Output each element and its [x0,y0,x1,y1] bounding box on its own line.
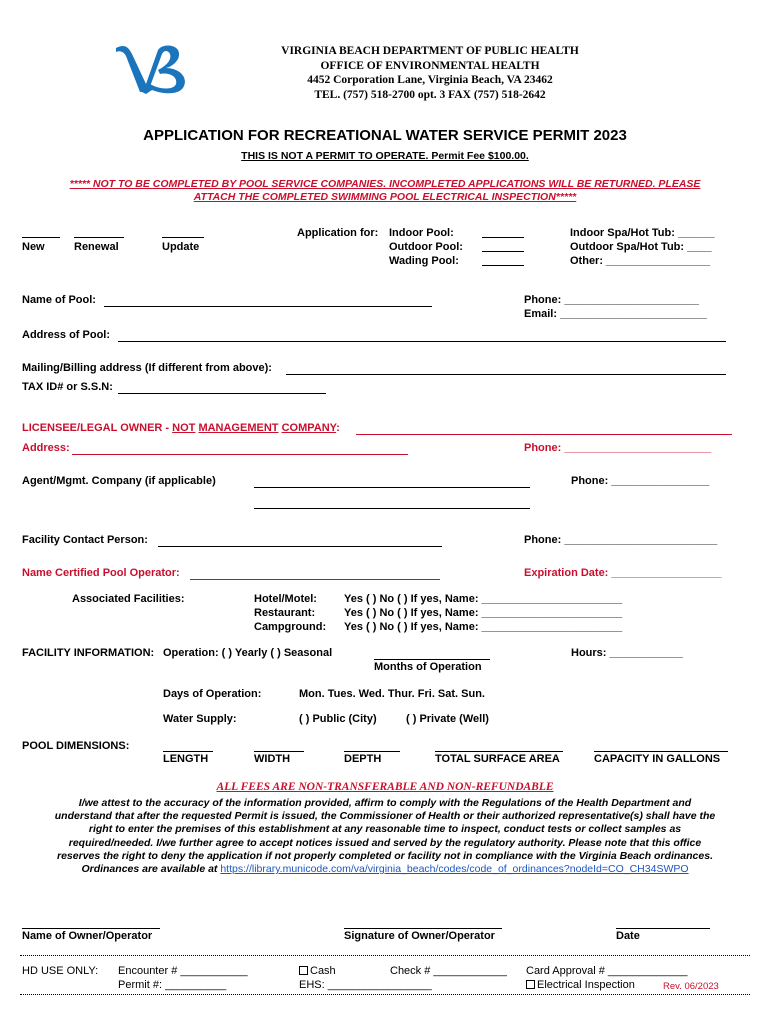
licensee-label [22,422,340,434]
renewal-blank[interactable] [74,237,124,238]
tax-label: TAX ID# or S.S.N: [22,381,113,393]
new-blank[interactable] [22,237,60,238]
water-supply-label: Water Supply: [163,713,237,725]
office-name: OFFICE OF ENVIRONMENTAL HEALTH [320,59,540,72]
pool-email-field[interactable]: Email: ________________________ [524,308,707,320]
update-blank[interactable] [162,237,204,238]
facility-info-label: FACILITY INFORMATION: [22,647,155,659]
attest-line-1: I/we attest to the accuracy of the information provided, affirm to comply with the Regulations of the Health Department and [78,797,692,809]
outdoor-pool-blank[interactable] [482,251,524,252]
wading-pool-label: Wading Pool: [389,255,459,267]
depth-label: DEPTH [344,753,382,765]
office-phone: TEL. (757) 518-2700 opt. 3 FAX (757) 518-2642 [314,88,546,101]
water-public[interactable]: ( ) Public (City) [299,713,377,725]
contact-phone-field[interactable]: Phone: _________________________ [524,534,718,546]
mailing-field[interactable] [286,374,726,375]
check-field[interactable]: Check # ____________ [390,965,507,977]
office-address: 4452 Corporation Lane, Virginia Beach, VA 23462 [307,74,553,86]
operator-label: Name Certified Pool Operator: [22,567,180,579]
dept-name: VIRGINIA BEACH DEPARTMENT OF PUBLIC HEALTH [281,45,579,57]
licensee-address-label: Address: [22,442,70,454]
ordinances-line [0,863,770,876]
contact-label: Facility Contact Person: [22,534,148,546]
agent-phone-field[interactable]: Phone: ________________ [571,475,710,487]
vb-logo [112,40,194,98]
encounter-field[interactable]: Encounter # ___________ [118,965,248,977]
form-title: APPLICATION FOR RECREATIONAL WATER SERVICE PERMIT 2023 [143,127,627,144]
cash-label: Cash [310,965,336,977]
indoor-spa-field[interactable]: Indoor Spa/Hot Tub: ______ [570,227,715,239]
ehs-field[interactable]: EHS: _________________ [299,979,432,991]
signature-label: Signature of Owner/Operator [344,930,495,942]
tax-field[interactable] [118,393,326,394]
indoor-pool-label: Indoor Pool: [389,227,454,239]
header-block [200,44,660,102]
facilities-label: Associated Facilities: [72,593,185,605]
card-approval-field[interactable]: Card Approval # _____________ [526,965,688,977]
agent-field-2[interactable] [254,508,530,509]
licensee-label-company: COMPANY [281,422,337,434]
licensee-field[interactable] [356,434,732,435]
attest-line-5: reserves the right to deny the application if not properly completed or facility not in compliance with the Virginia Beach ordinances. [57,849,713,862]
outdoor-pool-label: Outdoor Pool: [389,241,463,253]
capacity-field[interactable] [594,751,728,752]
facility-hotel-yn[interactable]: Yes ( ) No ( ) If yes, Name: _______________________ [344,593,623,605]
licensee-label-a: LICENSEE/LEGAL OWNER - [22,422,173,434]
pool-name-label: Name of Pool: [22,294,96,306]
surface-area-label: TOTAL SURFACE AREA [435,753,560,765]
permit-field[interactable]: Permit #: __________ [118,979,227,991]
application-for-label: Application for: [297,227,379,239]
contact-field[interactable] [158,546,442,547]
width-field[interactable] [254,751,304,752]
fees-notice: ALL FEES ARE NON-TRANSFERABLE AND NON-REFUNDABLE [216,781,554,793]
facility-campground: Campground: [254,621,327,633]
operator-field[interactable] [190,579,440,580]
length-field[interactable] [163,751,213,752]
signature-field[interactable] [344,928,502,929]
licensee-phone-field[interactable]: Phone: ________________________ [524,442,712,454]
attest-line-4: required/needed. I/we further agree to accept notices issued and served by the regulatory authority. Please note that this office [68,836,702,849]
update-label: Update [162,241,200,253]
water-private[interactable]: ( ) Private (Well) [406,713,489,725]
other-field[interactable]: Other: _________________ [570,255,711,267]
ordinances-label: Ordinances are available at [81,863,221,876]
pool-address-label: Address of Pool: [22,329,111,341]
cash-box[interactable] [299,966,308,975]
surface-area-field[interactable] [435,751,563,752]
new-label: New [22,241,45,253]
pool-address-field[interactable] [118,341,726,342]
operation-options[interactable]: Operation: ( ) Yearly ( ) Seasonal [163,647,333,659]
date-field[interactable] [616,928,710,929]
attest-line-3: right to enter the premises of this establishment at any reasonable time to inspect, conduct tests or collect samples as [88,823,682,836]
facility-hotel: Hotel/Motel: [254,593,317,605]
electrical-label: Electrical Inspection [537,979,635,991]
length-label: LENGTH [163,753,209,765]
hours-field[interactable]: Hours: ____________ [571,647,683,659]
attestation [0,797,770,876]
owner-name-label: Name of Owner/Operator [22,930,153,942]
capacity-label: CAPACITY IN GALLONS [594,753,721,765]
pool-phone-field[interactable]: Phone: ______________________ [524,294,699,306]
ordinances-link[interactable]: https://library.municode.com/va/virginia_beach/codes/code_of_ordinances?nodeId=CO_CH34SWPO [220,863,689,876]
licensee-label-colon: : [336,422,340,434]
cash-checkbox[interactable] [299,965,336,977]
hd-use-label: HD USE ONLY: [22,965,99,977]
mailing-label: Mailing/Billing address (If different from above): [22,362,272,374]
facility-restaurant-yn[interactable]: Yes ( ) No ( ) If yes, Name: _______________________ [344,607,623,619]
dotted-divider-top [20,955,750,956]
licensee-label-not: NOT [172,422,196,434]
facility-campground-yn[interactable]: Yes ( ) No ( ) If yes, Name: _______________________ [344,621,623,633]
dotted-divider-bottom [20,994,750,995]
warning-notice [0,178,770,204]
indoor-pool-blank[interactable] [482,237,524,238]
width-label: WIDTH [254,753,291,765]
electrical-checkbox[interactable] [526,979,635,991]
agent-label: Agent/Mgmt. Company (if applicable) [22,475,216,487]
days-label: Days of Operation: [163,688,262,700]
facility-restaurant: Restaurant: [254,607,316,619]
wading-pool-blank[interactable] [482,265,524,266]
pool-name-field[interactable] [104,306,432,307]
date-label: Date [616,930,640,942]
electrical-box[interactable] [526,980,535,989]
depth-field[interactable] [344,751,400,752]
warning-line-1: ***** NOT TO BE COMPLETED BY POOL SERVICE COMPANIES. INCOMPLETED APPLICATIONS WILL BE RETURNED. PLEASE [69,178,701,190]
days-options[interactable]: Mon. Tues. Wed. Thur. Fri. Sat. Sun. [299,688,485,700]
expiration-field[interactable]: Expiration Date: __________________ [524,567,722,579]
agent-field-1[interactable] [254,487,530,488]
months-label: Months of Operation [374,661,482,673]
dimensions-label: POOL DIMENSIONS: [22,740,130,752]
warning-line-2: ATTACH THE COMPLETED SWIMMING POOL ELECTRICAL INSPECTION***** [193,191,577,203]
revision-label: Rev. 06/2023 [663,981,719,992]
attest-line-2: understand that after the requested Permit is issued, the Commissioner of Health or their authorized representative(s) shall have the [54,810,716,823]
licensee-address-field[interactable] [72,454,408,455]
months-field[interactable] [374,659,490,660]
owner-name-field[interactable] [22,928,160,929]
renewal-label: Renewal [74,241,119,253]
outdoor-spa-field[interactable]: Outdoor Spa/Hot Tub: ____ [570,241,712,253]
form-subtitle: THIS IS NOT A PERMIT TO OPERATE. Permit Fee $100.00. [241,150,529,162]
licensee-label-mgmt: MANAGEMENT [198,422,279,434]
